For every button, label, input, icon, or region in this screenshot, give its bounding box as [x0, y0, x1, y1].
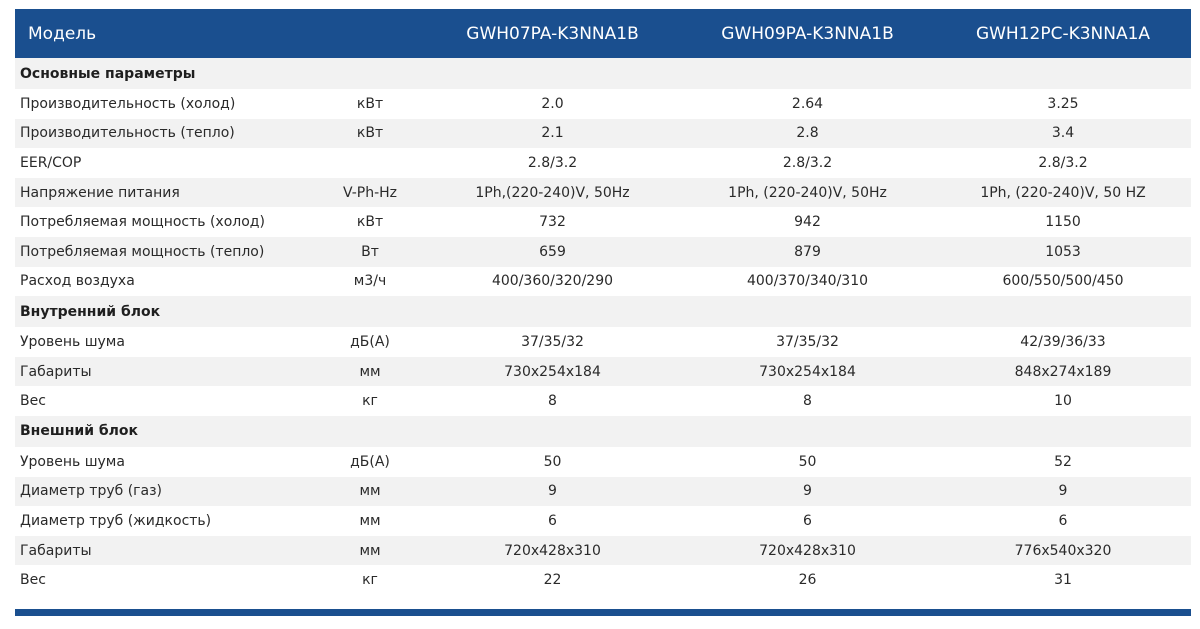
value-cell: 37/35/32: [776, 333, 839, 350]
value-cell: 732: [539, 214, 566, 231]
value-cell: 942: [794, 214, 821, 231]
section-row: [15, 296, 1191, 327]
table-row: [15, 565, 1191, 595]
table-row: [15, 357, 1191, 387]
value-cell: 50: [798, 453, 817, 470]
value-cell: 37/35/32: [521, 333, 584, 350]
table-row: [15, 89, 1191, 119]
value-cell: 8: [803, 393, 812, 410]
table-row: [15, 477, 1191, 507]
value-cell: 6: [803, 512, 812, 529]
value-cell: 2.0: [541, 95, 564, 112]
section-title: Внешний блок: [15, 416, 1191, 447]
value-cell: 10: [1054, 393, 1072, 410]
table-row: [15, 386, 1191, 416]
value-cell: 22: [543, 572, 562, 589]
parameter-label: Габариты: [15, 536, 315, 566]
value-cell: 1053: [935, 237, 1191, 267]
parameter-label: Диаметр труб (газ): [15, 477, 315, 507]
value-cell: 1Ph, (220-240)V, 50Hz: [680, 178, 935, 208]
unit-cell: кВт: [356, 95, 384, 112]
table-row: [15, 207, 1191, 237]
spec-table-container: [15, 9, 1191, 595]
table-body: [15, 58, 1191, 595]
value-cell: 1Ph, (220-240)V, 50 HZ: [935, 178, 1191, 208]
value-cell: 879: [680, 237, 935, 267]
model-column-header: GWH09PA-K3NNA1B: [680, 9, 935, 58]
value-cell: 42/39/36/33: [1020, 333, 1106, 350]
parameter-label: Производительность (тепло): [15, 119, 315, 149]
value-cell: 730х254х184: [425, 357, 680, 387]
table-header: [15, 9, 1191, 58]
parameter-label: Напряжение питания: [15, 178, 315, 208]
parameter-label: EER/COP: [20, 154, 82, 171]
value-cell: 6: [1058, 512, 1068, 529]
table-row: [15, 237, 1191, 267]
section-title: Основные параметры: [15, 58, 1191, 89]
value-cell: 2.8/3.2: [527, 154, 578, 171]
value-cell: 31: [1054, 572, 1072, 589]
value-cell: 2.1: [425, 119, 680, 149]
parameter-label: Вес: [20, 393, 46, 410]
value-cell: 50: [543, 453, 562, 470]
unit-cell: дБ(А): [350, 453, 390, 470]
unit-cell: кг: [362, 572, 378, 589]
value-cell: 720х428х310: [680, 536, 935, 566]
value-cell: 1150: [1045, 214, 1081, 231]
spec-table: [15, 9, 1191, 595]
unit-cell: дБ(А): [350, 333, 390, 350]
section-row: [15, 416, 1191, 447]
header-row: [15, 9, 1191, 58]
value-cell: 2.8: [680, 119, 935, 149]
table-row: [15, 327, 1191, 357]
unit-cell: мм: [315, 536, 425, 566]
parameter-label: Диаметр труб (жидкость): [20, 512, 212, 529]
value-cell: 52: [1054, 453, 1072, 470]
table-row: [15, 536, 1191, 566]
unit-cell: мм: [359, 512, 381, 529]
unit-cell: [315, 148, 425, 178]
unit-cell: Вт: [315, 237, 425, 267]
parameter-label: Производительность (холод): [20, 95, 236, 112]
value-cell: 9: [935, 477, 1191, 507]
table-row: [15, 506, 1191, 536]
value-cell: 3.25: [1047, 95, 1079, 112]
value-cell: 1Ph,(220-240)V, 50Hz: [425, 178, 680, 208]
value-cell: 720х428х310: [425, 536, 680, 566]
value-cell: 9: [680, 477, 935, 507]
value-cell: 6: [548, 512, 557, 529]
table-bottom-bar: [15, 609, 1191, 616]
model-column-header: GWH07PA-K3NNA1B: [425, 9, 680, 58]
unit-cell: V-Ph-Hz: [315, 178, 425, 208]
parameter-label: Потребляемая мощность (холод): [20, 214, 265, 231]
section-title: Внутренний блок: [15, 296, 1191, 327]
parameter-label: Габариты: [15, 357, 315, 387]
unit-cell: кг: [362, 393, 378, 410]
unit-cell: кВт: [356, 214, 384, 231]
unit-cell: мм: [315, 477, 425, 507]
value-cell: 659: [425, 237, 680, 267]
value-cell: 26: [798, 572, 817, 589]
parameter-label: Расход воздуха: [20, 273, 135, 290]
value-cell: 400/360/320/290: [491, 273, 614, 290]
parameter-label: Уровень шума: [20, 453, 125, 470]
table-row: [15, 119, 1191, 149]
value-cell: 776х540х320: [935, 536, 1191, 566]
value-cell: 848х274х189: [935, 357, 1191, 387]
parameter-label: Потребляемая мощность (тепло): [15, 237, 315, 267]
parameter-label: Уровень шума: [20, 333, 125, 350]
value-cell: 2.8/3.2: [782, 154, 833, 171]
unit-cell: кВт: [315, 119, 425, 149]
section-row: [15, 58, 1191, 89]
table-row: [15, 267, 1191, 297]
model-column-header: GWH12PC-K3NNA1A: [935, 9, 1191, 58]
value-cell: 3.4: [935, 119, 1191, 149]
model-header-label: Модель: [15, 9, 425, 58]
parameter-label: Вес: [20, 572, 46, 589]
unit-cell: м3/ч: [353, 273, 387, 290]
value-cell: 9: [425, 477, 680, 507]
value-cell: 600/550/500/450: [1002, 273, 1124, 290]
value-cell: 730х254х184: [680, 357, 935, 387]
value-cell: 2.64: [791, 95, 824, 112]
value-cell: 400/370/340/310: [746, 273, 869, 290]
value-cell: 2.8/3.2: [1038, 154, 1088, 171]
value-cell: 8: [548, 393, 557, 410]
table-row: [15, 178, 1191, 208]
unit-cell: мм: [315, 357, 425, 387]
table-row: [15, 148, 1191, 178]
table-row: [15, 447, 1191, 477]
